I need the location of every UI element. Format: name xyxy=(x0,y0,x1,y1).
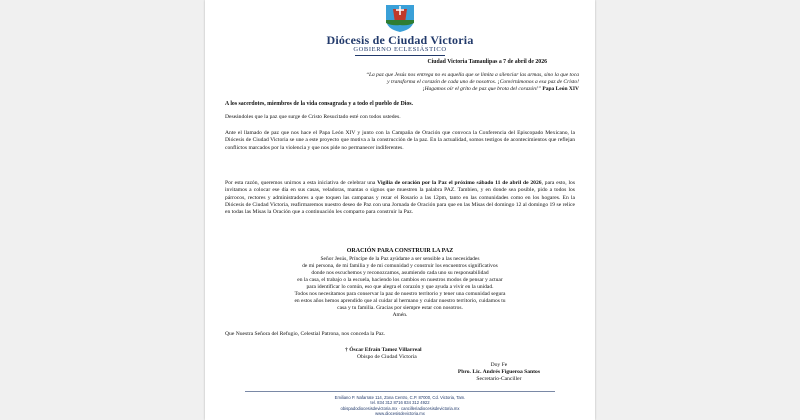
prayer-text xyxy=(235,256,565,319)
prayer-line: Todos nos necesitamos para conservar la paz de nuestro territorio y tener una comunidad segura xyxy=(294,291,506,297)
prayer-line: en la casa, el trabajo o la escuela, haciendo los cambios en nuestros modos de pensar y actuar xyxy=(297,277,503,283)
pope-quote xyxy=(225,72,579,93)
quote-author: Papa León XIV xyxy=(542,86,579,92)
letter-page xyxy=(205,0,595,420)
org-subtitle: GOBIERNO ECLESIÁSTICO xyxy=(353,46,447,53)
doy-fe: Doy Fe xyxy=(490,362,508,368)
header-divider xyxy=(355,55,445,56)
bishop-title: Obispo de Ciudad Victoria xyxy=(357,354,417,360)
bishop-name: † Óscar Efraín Tamez Villarreal xyxy=(345,347,422,353)
closing-line: Que Nuestra Señora del Refugio, Celestial Patrona, nos conceda la Paz. xyxy=(225,331,386,337)
footer-divider xyxy=(245,391,555,392)
paragraph-2 xyxy=(225,180,575,216)
quote-line-3: ¡Hagamos oír el grito de paz que brota del corazón!” xyxy=(422,86,541,92)
quote-line-3-wrap xyxy=(225,86,579,93)
prayer-line: donde nos escuchemos y reconozcamos, asumiendo cada uno su responsabilidad xyxy=(311,270,489,276)
prayer-line: para identificar lo común, eso que alegra el corazón y que ayuda a vivir en la unidad. xyxy=(306,284,494,290)
prayer-title: ORACIÓN PARA CONSTRUIR LA PAZ xyxy=(346,248,454,254)
org-title: Diócesis de Ciudad Victoria xyxy=(326,33,474,47)
diocese-shield-logo xyxy=(383,3,417,33)
paragraph-2-part-1: Por esta razón, queremos unirnos a esta iniciativa de celebrar una xyxy=(225,180,378,186)
paragraph-1: Ante el llamado de paz que nos hace el Papa León XIV y junto con la Campaña de Oración que convoca la Conferencia del Episcopado Mexicano, la Diócesis de Ciudad Victoria se une a este proyecto que motiva a la construcción de la paz. En la actualidad, somos testigos de acontecimientos que reflejan conflictos marcados por la violencia y que nos pide no permanecer indiferentes. xyxy=(225,130,575,151)
secretary-title: Secretario-Canciller xyxy=(476,376,522,382)
secretary-name: Pbro. Lic. Andrés Figueroa Santos xyxy=(457,369,540,375)
date-line: Ciudad Victoria Tamaulipas a 7 de abril de 2026 xyxy=(427,59,547,65)
paragraph-2-part-2: , para esto, los invitamos a colocar ese día en sus casas, veladoras, mantas o signos que muestren la palabra PAZ. Tambien, y en donde sea posible, pido a todos los párrocos, rectores y administradores a que toquen las campanas y rezar el Rosario a las 12pm, tanto en las comunidades como en los hogares. En la Diócesis de Ciudad Victoria, reafirmaremos nuestro deseo de Paz con una Jornada de Oración para que en las Misas del domingo 12 al domingo 19 se relice en todas las Misas la Oración que a continuación les comparto para construir la Paz. xyxy=(225,180,575,216)
secretary-signature xyxy=(458,362,540,383)
prayer-line: casa y tu familia. Gracias por siempre estar con nosotros. xyxy=(337,305,463,311)
quote-line-2: y transforma el corazón de cada uno de nosotros. ¡Convirtámonos a esa paz de Cristo! xyxy=(387,79,579,85)
greeting: Deseándoles que la paz que surge de Cristo Resucitado esté con todos ustedes. xyxy=(225,114,401,120)
prayer-amen: Amén. xyxy=(392,312,408,318)
footer-address: Emiliano P. Nafarrate 114, Zona Centro, C.P. 87000, Cd. Victoria, Tam. xyxy=(334,395,466,400)
footer xyxy=(205,395,595,416)
quote-line-1: “La paz que Jesús nos entrega no es aquella que se limita a silenciar las armas, sino la que toca xyxy=(365,72,579,78)
prayer-line: en estos años hemos aprendido que al cuidar al hermano y cuidar nuestro territorio, cuidamos tu xyxy=(294,298,506,304)
footer-phones: tel. 834 312 8716 834 312 4922 xyxy=(370,400,430,406)
footer-emails[interactable]: obispadodiocesisdevictoria.mx · cancilleriadiocesisdevictoria.mx xyxy=(340,405,460,411)
prayer-line: Señor Jesús, Príncipe de la Paz ayúdame a ser sensible a las necesidades xyxy=(320,256,480,262)
bishop-signature xyxy=(345,347,422,361)
vigil-announcement: Vigilia de oración por la Paz el próximo sábado 11 de abril de 2026 xyxy=(377,180,542,186)
salutation: A los sacerdotes, miembros de la vida consagrada y a todo el pueblo de Dios. xyxy=(225,101,413,107)
footer-website[interactable]: www.diocesisdevictoria.mx xyxy=(375,410,425,416)
prayer-line: de mi persona, de mi familia y de mi comunidad y construir los encuentros significativos xyxy=(302,263,498,269)
